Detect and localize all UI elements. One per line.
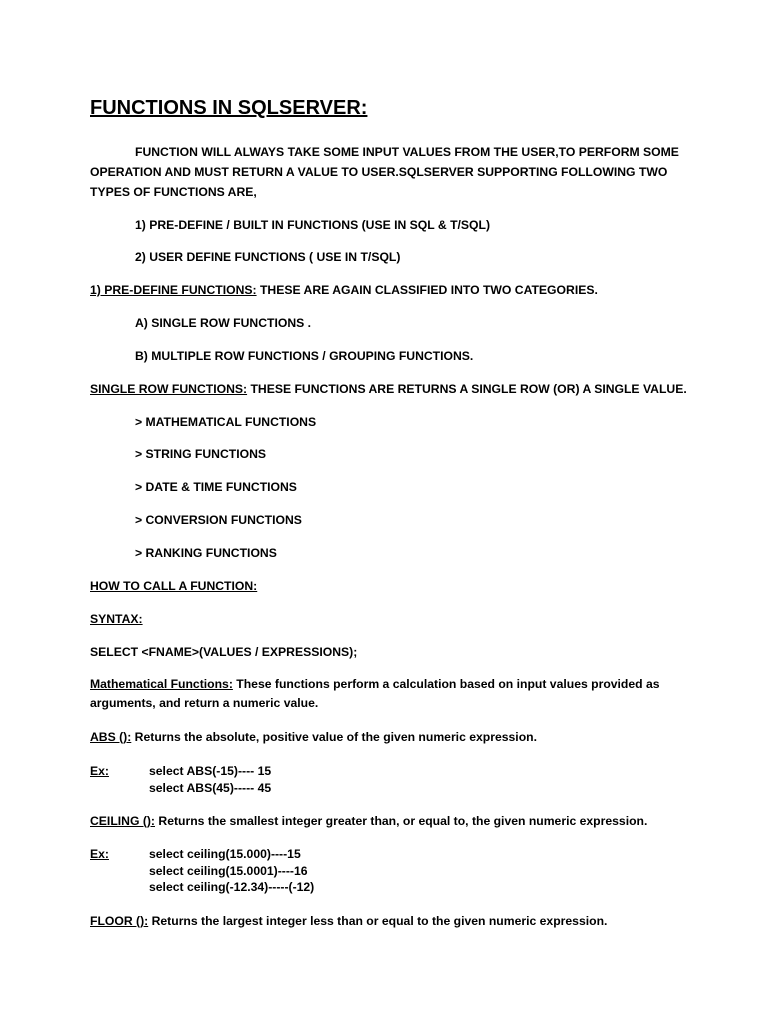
list-item-ranking: > RANKING FUNCTIONS	[135, 546, 277, 560]
abs-examples	[149, 763, 271, 796]
category-item-a: A) SINGLE ROW FUNCTIONS .	[135, 316, 312, 330]
single-row-text: THESE FUNCTIONS ARE RETURNS A SINGLE ROW (OR) A SINGLE VALUE.	[247, 382, 687, 396]
list-item-datetime: > DATE & TIME FUNCTIONS	[135, 480, 297, 494]
abs-example-1: select ABS(-15)---- 15	[149, 764, 272, 778]
floor-paragraph	[90, 913, 607, 929]
predefine-heading: 1) PRE-DEFINE FUNCTIONS:	[90, 283, 257, 297]
abs-text: Returns the absolute, positive value of the given numeric expression.	[131, 730, 537, 744]
abs-paragraph	[90, 729, 537, 745]
ceiling-examples	[149, 846, 314, 896]
floor-text: Returns the largest integer less than or equal to the given numeric expression.	[148, 914, 608, 928]
category-item-b: B) MULTIPLE ROW FUNCTIONS / GROUPING FUNCTIONS.	[135, 349, 474, 363]
syntax-label: SYNTAX:	[90, 612, 143, 626]
floor-heading: FLOOR ():	[90, 914, 149, 928]
abs-example-2: select ABS(45)----- 45	[149, 780, 272, 795]
list-item-math: > MATHEMATICAL FUNCTIONS	[135, 415, 317, 429]
ceiling-heading: CEILING ():	[90, 814, 155, 828]
ceiling-example-2: select ceiling(15.0001)----16	[149, 863, 308, 878]
list-item-conversion: > CONVERSION FUNCTIONS	[135, 513, 302, 527]
how-to-call-heading: HOW TO CALL A FUNCTION:	[90, 579, 258, 593]
type-item-1: 1) PRE-DEFINE / BUILT IN FUNCTIONS (USE IN SQL & T/SQL)	[135, 218, 491, 232]
ceiling-ex-label: Ex:	[90, 847, 109, 861]
ceiling-paragraph	[90, 813, 647, 829]
page-title: FUNCTIONS IN SQLSERVER:	[90, 97, 368, 119]
predefine-paragraph	[90, 282, 598, 298]
type-item-2: 2) USER DEFINE FUNCTIONS ( USE IN T/SQL)	[135, 250, 401, 264]
ceiling-example-3: select ceiling(-12.34)-----(-12)	[149, 880, 315, 894]
abs-heading: ABS ():	[90, 730, 132, 744]
single-row-heading: SINGLE ROW FUNCTIONS:	[90, 382, 248, 396]
ceiling-example-1: select ceiling(15.000)----15	[149, 847, 301, 861]
intro-paragraph: FUNCTION WILL ALWAYS TAKE SOME INPUT VALUES FROM THE USER,TO PERFORM SOME OPERATION AND MUST RETURN A VALUE TO USER.SQLSERVER SUPPORTING FOLLOWING TWO TYPES OF FUNCTIONS ARE,	[90, 145, 679, 199]
single-row-paragraph	[90, 381, 687, 397]
syntax-text: SELECT <FNAME>(VALUES / EXPRESSIONS);	[90, 645, 358, 659]
math-paragraph	[90, 675, 680, 713]
abs-ex-label: Ex:	[90, 764, 109, 778]
ceiling-text: Returns the smallest integer greater than, or equal to, the given numeric expression.	[155, 814, 648, 828]
math-heading: Mathematical Functions:	[90, 677, 233, 691]
math-text: These functions perform a calculation based on input values provided as arguments, and return a numeric value.	[90, 677, 660, 710]
predefine-text: THESE ARE AGAIN CLASSIFIED INTO TWO CATEGORIES.	[256, 283, 598, 297]
list-item-string: > STRING FUNCTIONS	[135, 447, 267, 461]
